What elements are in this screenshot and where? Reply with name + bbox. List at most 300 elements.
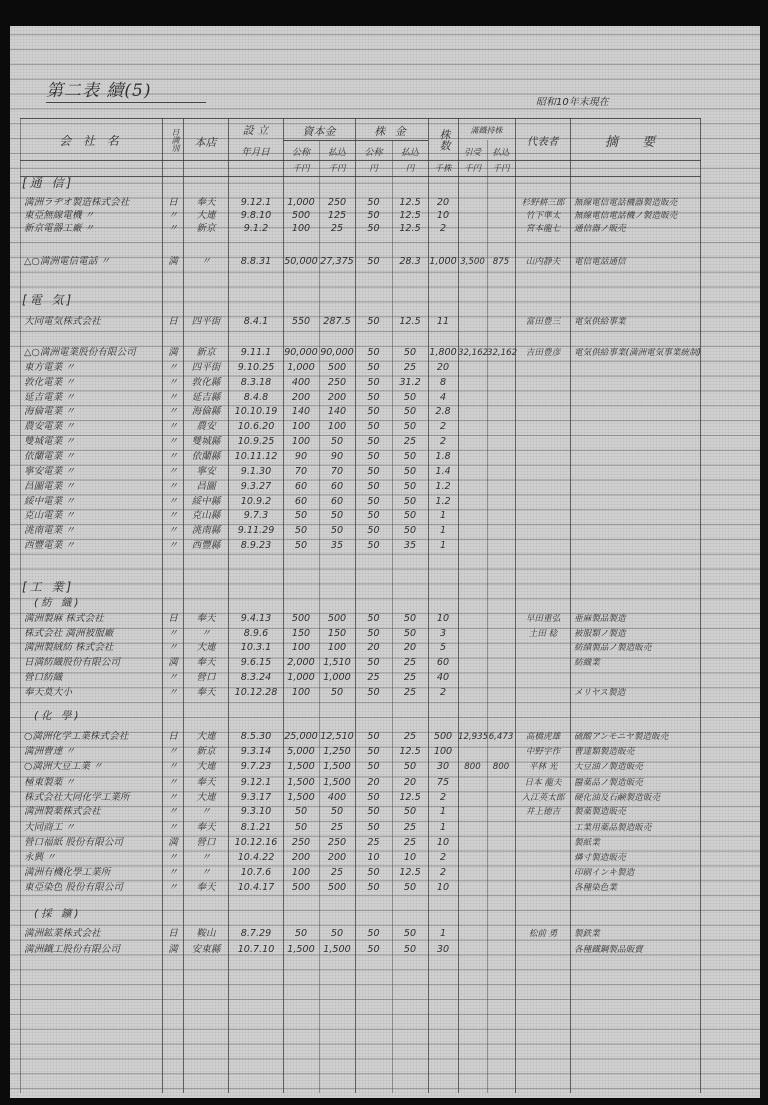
capital-nominal: 150 — [291, 628, 311, 639]
capital-paid: 500 — [327, 882, 347, 893]
capital-nominal: 5,000 — [287, 746, 315, 757]
unit-share-paid: 円 — [405, 164, 415, 174]
capital-nominal: 90 — [294, 451, 308, 462]
head-office: 寧安 — [196, 465, 216, 477]
company-name: 敦化電業 〃 — [24, 376, 76, 388]
capital-nominal: 250 — [291, 837, 311, 848]
business-summary: 通信器ノ販売 — [574, 224, 626, 234]
share-count: 2 — [439, 223, 447, 234]
table-row — [0, 222, 768, 236]
capital-nominal: 60 — [294, 495, 308, 507]
business-summary: 無線電信電話機ノ製造販売 — [574, 211, 678, 221]
share-paid: 50 — [403, 944, 417, 955]
header-share-paid: 払込 — [400, 148, 419, 158]
capital-nominal: 1,000 — [287, 672, 315, 683]
share-nominal: 50 — [367, 495, 380, 507]
established-date: 8.9.23 — [240, 540, 272, 552]
unit-share-nominal: 円 — [369, 164, 378, 174]
company-name: 満洲有機化學工業所 — [24, 867, 111, 878]
capital-nominal: 500 — [291, 210, 311, 221]
share-count: 1.2 — [435, 480, 451, 492]
share-count: 2 — [439, 436, 447, 448]
established-date: 9.3.27 — [240, 480, 272, 492]
subsection-label: (紡 織) — [34, 597, 82, 609]
share-paid: 12.5 — [399, 197, 421, 208]
company-name: 大同電気株式会社 — [24, 316, 101, 327]
table-row — [0, 539, 768, 553]
capital-paid: 90 — [330, 451, 344, 462]
holding-paid: 800 — [492, 762, 510, 772]
share-paid: 12.5 — [399, 223, 421, 234]
head-office: 奉天 — [196, 882, 216, 893]
share-paid: 12.5 — [399, 867, 421, 878]
share-paid: 10 — [403, 852, 417, 863]
share-paid: 25 — [403, 672, 417, 683]
established-date: 8.7.29 — [240, 928, 272, 939]
established-date: 8.4.8 — [243, 391, 269, 403]
capital-paid: 60 — [330, 495, 344, 507]
header-share-price: 株 金 — [374, 125, 409, 138]
capital-paid: 150 — [327, 628, 347, 639]
representative: 山内静夫 — [525, 257, 561, 267]
capital-nominal: 400 — [291, 376, 311, 388]
business-summary: 硬化油及石鹸製造販売 — [574, 793, 660, 803]
capital-paid: 400 — [327, 792, 347, 803]
share-nominal: 50 — [367, 822, 380, 833]
head-office: 海倫縣 — [191, 406, 221, 418]
established-date: 9.4.13 — [240, 613, 272, 624]
head-office: 〃 — [201, 256, 211, 267]
holding-paid: 875 — [492, 257, 510, 267]
share-nominal: 50 — [367, 746, 380, 757]
share-paid: 50 — [403, 613, 417, 624]
share-paid: 20 — [403, 642, 417, 653]
capital-nominal: 50 — [294, 510, 308, 522]
share-count: 1 — [439, 510, 447, 522]
representative: 吉田豊彦 — [525, 348, 561, 358]
company-name: 昌圖電業 〃 — [24, 480, 76, 492]
capital-nominal: 50 — [294, 525, 308, 537]
share-nominal: 50 — [367, 540, 380, 552]
share-count: 10 — [436, 613, 450, 624]
head-office: 西豐縣 — [191, 540, 221, 552]
capital-paid: 25 — [330, 223, 344, 234]
share-nominal: 50 — [367, 792, 380, 803]
share-nominal: 50 — [367, 316, 380, 327]
established-date: 9.11.1 — [240, 347, 272, 358]
established-date: 9.10.25 — [237, 361, 275, 373]
table-row — [0, 943, 768, 957]
share-nominal: 50 — [367, 406, 380, 418]
capital-nominal: 500 — [291, 613, 311, 624]
capital-paid: 60 — [330, 480, 344, 492]
company-name: 満洲製麻 株式会社 — [24, 613, 104, 624]
jp-manchu-flag: 〃 — [168, 391, 178, 403]
company-name: 東方電業 〃 — [24, 361, 76, 373]
share-paid: 12.5 — [399, 746, 421, 757]
share-count: 10 — [436, 210, 450, 221]
company-name: 満洲製絨紡 株式会社 — [24, 642, 114, 653]
established-date: 9.3.10 — [240, 806, 272, 817]
capital-paid: 1,500 — [323, 761, 351, 772]
share-nominal: 10 — [367, 852, 380, 863]
head-office: 〃 — [201, 867, 211, 878]
jp-manchu-flag: 〃 — [168, 495, 178, 507]
capital-paid: 27,375 — [320, 256, 354, 267]
share-nominal: 50 — [367, 256, 380, 267]
representative: 土田 稔 — [528, 629, 558, 639]
company-name: 満洲鐵工股份有限公司 — [24, 944, 120, 955]
capital-nominal: 50 — [294, 540, 308, 552]
business-summary: 製紙業 — [574, 838, 600, 848]
share-nominal: 50 — [367, 761, 380, 772]
capital-paid: 500 — [327, 613, 347, 624]
share-count: 100 — [433, 746, 453, 757]
established-date: 8.5.30 — [240, 731, 272, 742]
share-paid: 12.5 — [399, 792, 421, 803]
jp-manchu-flag: 〃 — [168, 852, 178, 863]
representative: 松前 勇 — [528, 929, 558, 939]
share-nominal: 50 — [367, 465, 380, 477]
established-date: 10.11.12 — [234, 451, 278, 462]
established-date: 10.4.22 — [237, 852, 275, 863]
share-paid: 20 — [403, 777, 417, 788]
section-label: [電 気] — [22, 293, 75, 307]
established-date: 10.6.20 — [237, 421, 275, 433]
capital-nominal: 70 — [294, 465, 308, 477]
share-count: 30 — [436, 761, 450, 772]
company-name: 満洲ラヂオ製造株式会社 — [24, 197, 130, 208]
jp-manchu-flag: 〃 — [168, 777, 178, 788]
head-office: 克山縣 — [191, 510, 221, 522]
table-row — [0, 836, 768, 850]
capital-nominal: 1,500 — [287, 761, 315, 772]
head-office: 綏中縣 — [191, 495, 221, 507]
business-summary: 電気供給事業(満洲電気事業統制) — [574, 348, 702, 358]
share-paid: 25 — [403, 731, 417, 742]
share-paid: 50 — [403, 495, 417, 507]
established-date: 9.6.15 — [240, 657, 272, 668]
capital-nominal: 500 — [291, 882, 311, 893]
capital-nominal: 140 — [291, 406, 311, 418]
capital-nominal: 50 — [294, 806, 308, 817]
company-name: 農安電業 〃 — [24, 421, 76, 433]
table-row — [0, 405, 768, 419]
unit-holding-paid: 千円 — [492, 164, 510, 174]
company-name: ○満洲化学工業株式会社 — [24, 731, 129, 742]
share-count: 3 — [439, 628, 447, 639]
capital-paid: 200 — [327, 391, 347, 403]
established-date: 9.12.1 — [240, 197, 272, 208]
head-office: 鞍山 — [196, 928, 216, 939]
share-count: 1.2 — [435, 495, 451, 507]
share-count: 8 — [439, 376, 447, 388]
established-date: 10.9.2 — [240, 495, 272, 507]
capital-paid: 1,500 — [323, 777, 351, 788]
business-summary: 製薬製造販売 — [574, 807, 626, 817]
share-paid: 50 — [403, 928, 417, 939]
table-row — [0, 315, 768, 329]
head-office: 新京 — [196, 347, 216, 358]
representative: 井上徳吉 — [525, 807, 561, 817]
share-nominal: 50 — [367, 451, 380, 462]
head-office: 安東縣 — [191, 944, 221, 955]
head-office: 洮南縣 — [191, 525, 221, 537]
table-row — [0, 851, 768, 865]
share-paid: 50 — [403, 465, 417, 477]
table-row — [0, 435, 768, 449]
capital-paid: 50 — [330, 687, 344, 698]
established-date: 10.10.19 — [234, 406, 278, 418]
business-summary: 硫酸アンモニヤ製造販売 — [574, 732, 669, 742]
jp-manchu-flag: 満 — [168, 837, 178, 848]
jp-manchu-flag: 〃 — [168, 436, 178, 448]
established-date: 8.4.1 — [243, 316, 269, 327]
capital-nominal: 1,500 — [287, 944, 315, 955]
table-row — [0, 524, 768, 538]
jp-manchu-flag: 〃 — [168, 867, 178, 878]
head-office: 奉天 — [196, 197, 216, 208]
share-count: 10 — [436, 837, 450, 848]
table-row — [0, 450, 768, 464]
established-date: 10.7.6 — [240, 867, 272, 878]
representative: 平林 光 — [528, 762, 558, 772]
capital-paid: 100 — [327, 421, 347, 433]
established-date: 9.1.30 — [240, 465, 272, 477]
business-summary: 燐寸製造販売 — [574, 853, 626, 863]
jp-manchu-flag: 〃 — [168, 406, 178, 418]
established-date: 8.3.24 — [240, 672, 272, 683]
business-summary: メリヤス製造 — [574, 688, 626, 698]
head-office: 新京 — [196, 223, 216, 234]
head-office: 奉天 — [196, 657, 216, 668]
head-office: 大連 — [196, 210, 216, 221]
jp-manchu-flag: 〃 — [168, 421, 178, 433]
header-holding-paid: 払込 — [492, 148, 510, 158]
capital-paid: 90,000 — [320, 347, 354, 358]
share-paid: 50 — [403, 480, 417, 492]
share-count: 1.4 — [435, 465, 451, 477]
share-paid: 25 — [403, 361, 417, 373]
company-name: 満洲製薬株式会社 — [24, 806, 101, 817]
table-row — [0, 776, 768, 790]
holding-subscribed: 32,162 — [458, 348, 489, 358]
holding-subscribed: 800 — [464, 762, 481, 772]
subsection-label: (化 學) — [34, 710, 82, 722]
section-label: [工 業] — [22, 580, 75, 594]
business-summary: 紡績製品ノ製造販売 — [574, 643, 652, 653]
share-paid: 12.5 — [399, 210, 421, 221]
company-name: 西豐電業 〃 — [24, 540, 76, 552]
capital-paid: 125 — [327, 210, 347, 221]
header-representative: 代表者 — [526, 136, 559, 148]
share-count: 1,000 — [429, 256, 457, 267]
company-name: 依蘭電業 〃 — [24, 451, 76, 462]
established-date: 9.8.10 — [240, 210, 272, 221]
jp-manchu-flag: 〃 — [168, 540, 178, 552]
established-date: 8.8.31 — [240, 256, 272, 267]
header-jp-manchu: 日満別 — [171, 128, 180, 152]
subsection-label: (採 鑛) — [34, 908, 82, 920]
share-count: 5 — [439, 642, 447, 653]
share-count: 60 — [436, 657, 450, 668]
capital-paid: 12,510 — [320, 731, 354, 742]
company-name: 大同商工 〃 — [24, 822, 76, 833]
capital-nominal: 50 — [294, 822, 308, 833]
section-label: [通 信] — [22, 176, 75, 190]
table-row — [0, 391, 768, 405]
table-row — [0, 641, 768, 655]
company-name: 日満紡織股份有限公司 — [24, 657, 120, 668]
capital-nominal: 200 — [291, 391, 311, 403]
share-paid: 50 — [403, 421, 417, 433]
capital-paid: 250 — [327, 197, 347, 208]
capital-nominal: 1,500 — [287, 792, 315, 803]
share-count: 4 — [439, 391, 447, 403]
jp-manchu-flag: 〃 — [168, 451, 178, 462]
company-name: 満洲曹達 〃 — [24, 746, 76, 757]
company-name: 永興 〃 — [24, 852, 56, 863]
share-paid: 25 — [403, 657, 417, 668]
capital-paid: 1,250 — [323, 746, 351, 757]
share-nominal: 50 — [367, 421, 380, 433]
capital-nominal: 50,000 — [284, 256, 318, 267]
capital-paid: 1,510 — [323, 657, 351, 668]
share-count: 1 — [439, 822, 447, 833]
jp-manchu-flag: 満 — [168, 944, 178, 955]
business-summary: 大豆油ノ製造販売 — [574, 762, 643, 772]
header-share-count: 株数 — [438, 129, 451, 151]
company-name: 營口福紙 股份有限公司 — [24, 837, 123, 848]
table-row — [0, 881, 768, 895]
capital-paid: 1,000 — [323, 672, 351, 683]
established-date: 10.4.17 — [237, 882, 275, 893]
head-office: 奉天 — [196, 613, 216, 624]
jp-manchu-flag: 日 — [168, 613, 178, 624]
head-office: 依蘭縣 — [191, 451, 221, 462]
business-summary: 醫薬品ノ製造販売 — [574, 778, 643, 788]
header-established: 設 立 — [242, 124, 269, 137]
capital-nominal: 100 — [291, 687, 311, 698]
capital-nominal: 200 — [291, 852, 311, 863]
table-row — [0, 686, 768, 700]
capital-paid: 25 — [330, 822, 344, 833]
jp-manchu-flag: 〃 — [168, 746, 178, 757]
capital-paid: 25 — [330, 867, 344, 878]
company-name: 満洲鉱業株式会社 — [24, 928, 101, 939]
head-office: 昌圖 — [196, 480, 216, 492]
head-office: 農安 — [196, 421, 216, 433]
established-date: 9.3.14 — [240, 746, 272, 757]
share-count: 1 — [439, 525, 447, 537]
capital-paid: 200 — [327, 852, 347, 863]
share-nominal: 50 — [367, 223, 380, 234]
head-office: 延吉縣 — [191, 391, 221, 403]
jp-manchu-flag: 〃 — [168, 672, 178, 683]
share-count: 20 — [436, 197, 450, 208]
share-count: 2 — [439, 867, 447, 878]
share-nominal: 50 — [367, 480, 380, 492]
holding-subscribed: 12,935 — [458, 732, 489, 742]
share-count: 75 — [436, 777, 450, 788]
share-count: 500 — [433, 731, 453, 742]
table-row — [0, 821, 768, 835]
jp-manchu-flag: 〃 — [168, 822, 178, 833]
holding-paid: 6,473 — [488, 732, 514, 742]
capital-nominal: 100 — [291, 642, 311, 653]
share-nominal: 20 — [367, 777, 380, 788]
share-paid: 50 — [403, 391, 417, 403]
table-row — [0, 480, 768, 494]
capital-paid: 100 — [327, 642, 347, 653]
share-nominal: 50 — [367, 867, 380, 878]
share-nominal: 50 — [367, 391, 380, 403]
share-nominal: 50 — [367, 376, 380, 388]
head-office: 四平街 — [191, 316, 221, 327]
table-row — [0, 465, 768, 479]
company-name: △○満洲電業股份有限公司 — [24, 347, 136, 358]
unit-capital-nominal: 千円 — [292, 164, 310, 174]
company-name: 克山電業 〃 — [24, 510, 76, 522]
company-name: 延吉電業 〃 — [24, 391, 76, 403]
table-row — [0, 361, 768, 375]
representative: 宮本龍七 — [525, 224, 561, 234]
share-paid: 25 — [403, 822, 417, 833]
share-count: 2.8 — [435, 406, 451, 418]
share-count: 1 — [439, 806, 447, 817]
jp-manchu-flag: 〃 — [168, 642, 178, 653]
table-row — [0, 209, 768, 223]
share-paid: 50 — [403, 806, 417, 817]
company-name: 奉天莫大小 — [24, 687, 72, 698]
established-date: 9.3.17 — [240, 792, 272, 803]
established-date: 9.1.2 — [243, 223, 269, 234]
company-name: 東亞染色 股份有限公司 — [24, 882, 123, 893]
header-company: 会 社 名 — [59, 134, 123, 148]
head-office: 奉天 — [196, 822, 216, 833]
jp-manchu-flag: 〃 — [168, 210, 178, 221]
head-office: 營口 — [196, 672, 216, 683]
capital-nominal: 1,000 — [287, 361, 315, 373]
company-name: 株式会社 満洲被服廠 — [24, 628, 114, 639]
jp-manchu-flag: 日 — [168, 928, 178, 939]
jp-manchu-flag: 満 — [168, 256, 178, 267]
capital-paid: 250 — [327, 376, 347, 388]
capital-nominal: 1,000 — [287, 197, 315, 208]
capital-paid: 35 — [330, 540, 344, 552]
share-paid: 50 — [403, 628, 417, 639]
share-nominal: 50 — [367, 347, 380, 358]
table-title: 第二表 續(5) — [46, 76, 206, 103]
share-nominal: 25 — [367, 837, 380, 848]
share-paid: 50 — [403, 451, 417, 462]
header-capital: 資本金 — [302, 125, 336, 138]
share-paid: 50 — [403, 406, 417, 418]
share-count: 2 — [439, 792, 447, 803]
head-office: 大連 — [196, 731, 216, 742]
header-bottom-rule — [20, 160, 701, 161]
share-nominal: 50 — [367, 525, 380, 537]
company-name: 雙城電業 〃 — [24, 436, 76, 448]
share-paid: 50 — [403, 882, 417, 893]
share-paid: 25 — [403, 837, 417, 848]
table-row — [0, 495, 768, 509]
capital-nominal: 550 — [291, 316, 311, 327]
capital-paid: 50 — [330, 436, 344, 448]
business-summary: 被服類ノ製造 — [574, 629, 626, 639]
unit-holding-subscribed: 千円 — [463, 164, 481, 174]
business-summary: 曹達類製造販売 — [574, 747, 635, 757]
